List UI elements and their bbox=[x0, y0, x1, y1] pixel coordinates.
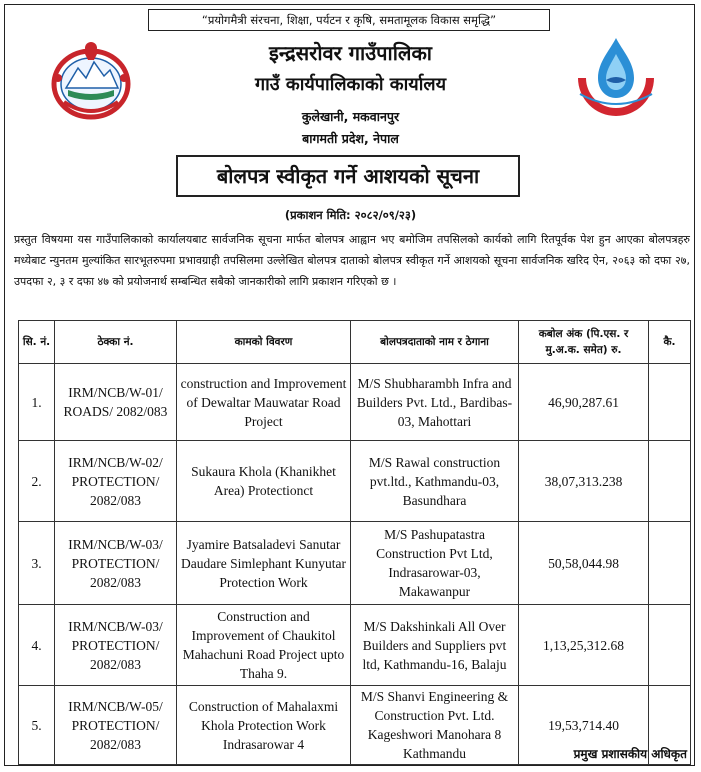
header-contract: ठेक्का नं. bbox=[55, 321, 177, 364]
cell-contract: IRM/NCB/W-05/ PROTECTION/ 2082/083 bbox=[55, 686, 177, 765]
cell-bidder: M/S Pashupatastra Construction Pvt Ltd, Indrasarowar-03, Makawanpur bbox=[351, 522, 519, 605]
notice-title: बोलपत्र स्वीकृत गर्ने आशयको सूचना bbox=[176, 155, 520, 197]
header-remarks: कै. bbox=[649, 321, 691, 364]
cell-contract: IRM/NCB/W-03/ PROTECTION/ 2082/083 bbox=[55, 605, 177, 686]
slogan: “प्रयोगमैत्री संरचना, शिक्षा, पर्यटन र कृषि, समतामूलक विकास समृद्धि” bbox=[148, 9, 550, 31]
notice-body: प्रस्तुत विषयमा यस गाउँपालिकाको कार्यालयबाट सार्वजनिक सूचना मार्फत बोलपत्र आह्वान भए बमोजिम तपसिलको कार्यको लागि रितपूर्वक पेश हुन आएका बोलपत्रहरु मध्येबाट न्युनतम मुल्यांकित सारभूतरुपमा प्रभावग्राही तपसिलमा उल्लेखित बोलपत्र दाताको बोलपत्र स्वीकृत गर्ने आशयको सूचना सार्वजनिक खरिद ऐन, २०६३ को दफा २७, उपदफा २, ३ र दफा ४७ को प्रयोजनार्थ सम्बन्धित सबैको जानकारीको लागि प्रकाशन गरिएको छ । bbox=[14, 233, 690, 288]
office-name: गाउँ कार्यपालिकाको कार्यालय bbox=[254, 74, 447, 95]
publication-date: (प्रकाशन मिति: २०८२/०९/२३) bbox=[284, 208, 417, 222]
cell-contract: IRM/NCB/W-02/ PROTECTION/ 2082/083 bbox=[55, 441, 177, 522]
table-row bbox=[19, 364, 691, 441]
cell-sn: 4. bbox=[19, 605, 55, 686]
header-sn: सि. नं. bbox=[19, 321, 55, 364]
cell-amount: 19,53,714.40 bbox=[519, 686, 649, 765]
table-row bbox=[19, 441, 691, 522]
cell-contract: IRM/NCB/W-03/ PROTECTION/ 2082/083 bbox=[55, 522, 177, 605]
cell-bidder: M/S Rawal construction pvt.ltd., Kathmandu-03, Basundhara bbox=[351, 441, 519, 522]
address-line-2: बागमती प्रदेश, नेपाल bbox=[302, 131, 399, 146]
cell-remarks bbox=[649, 605, 691, 686]
cell-sn: 2. bbox=[19, 441, 55, 522]
cell-remarks bbox=[649, 364, 691, 441]
cell-amount: 46,90,287.61 bbox=[519, 364, 649, 441]
cell-sn: 1. bbox=[19, 364, 55, 441]
cell-work: Construction and Improvement of Chaukitol Mahachuni Road Project upto Thaha 9. bbox=[177, 605, 351, 686]
signatory: प्रमुख प्रशासकीय अधिकृत bbox=[573, 747, 687, 761]
address-line-1: कुलेखानी, मकवानपुर bbox=[301, 109, 400, 124]
table-row bbox=[19, 605, 691, 686]
cell-amount: 38,07,313.238 bbox=[519, 441, 649, 522]
cell-amount: 1,13,25,312.68 bbox=[519, 605, 649, 686]
cell-amount: 50,58,044.98 bbox=[519, 522, 649, 605]
cell-sn: 5. bbox=[19, 686, 55, 765]
cell-contract: IRM/NCB/W-01/ ROADS/ 2082/083 bbox=[55, 364, 177, 441]
header-work: कामको विवरण bbox=[177, 321, 351, 364]
header-amount: कबोल अंक (पि.एस. र मु.अ.क. समेत) रु. bbox=[519, 321, 649, 364]
cell-remarks bbox=[649, 441, 691, 522]
cell-sn: 3. bbox=[19, 522, 55, 605]
cell-bidder: M/S Dakshinkali All Over Builders and Suppliers pvt ltd, Kathmandu-16, Balaju bbox=[351, 605, 519, 686]
cell-work: Construction of Mahalaxmi Khola Protection Work Indrasarowar 4 bbox=[177, 686, 351, 765]
municipality-name: इन्द्रसरोवर गाउँपालिका bbox=[269, 41, 432, 65]
table-header-row bbox=[19, 321, 691, 364]
header-bidder: बोलपत्रदाताको नाम र ठेगाना bbox=[351, 321, 519, 364]
cell-work: Jyamire Batsaladevi Sanutar Daudare Simlephant Kunyutar Protection Work bbox=[177, 522, 351, 605]
cell-work: Sukaura Khola (Khanikhet Area) Protectionct bbox=[177, 441, 351, 522]
cell-bidder: M/S Shanvi Engineering & Construction Pvt. Ltd. Kageshwori Manohara 8 Kathmandu bbox=[351, 686, 519, 765]
bid-table bbox=[18, 320, 691, 765]
cell-remarks bbox=[649, 522, 691, 605]
cell-work: construction and Improvement of Dewaltar Mauwatar Road Project bbox=[177, 364, 351, 441]
table-row bbox=[19, 522, 691, 605]
cell-bidder: M/S Shubharambh Infra and Builders Pvt. Ltd., Bardibas-03, Mahottari bbox=[351, 364, 519, 441]
